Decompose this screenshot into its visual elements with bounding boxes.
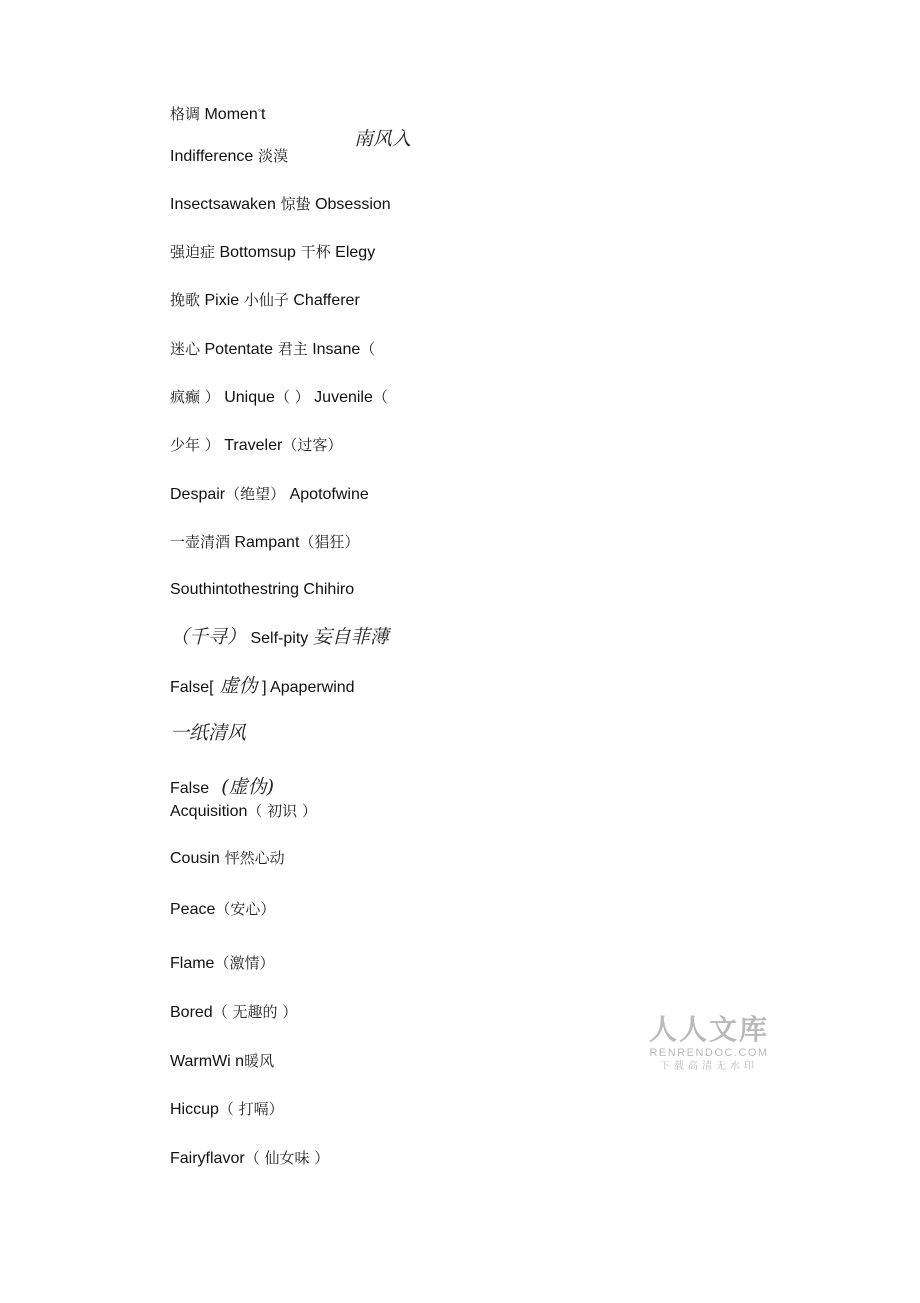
text-fragment: 一纸清风 — [170, 722, 247, 744]
text-fragment: Indifference — [170, 148, 254, 165]
text-fragment: Momen — [200, 106, 258, 123]
text-fragment: ] Apaperwind — [257, 679, 355, 696]
text-fragment: 妄自菲薄 — [312, 626, 389, 648]
text-line-21 — [170, 1050, 274, 1073]
text-fragment: Rampant — [230, 534, 300, 551]
text-fragment: Flame — [170, 955, 215, 972]
text-line-8 — [170, 434, 342, 457]
text-fragment: Insane — [307, 341, 361, 358]
text-fragment: Juvenile — [309, 389, 373, 406]
text-fragment: （ — [372, 388, 388, 406]
text-fragment: 疯癫 ） — [170, 388, 220, 406]
text-line-2 — [170, 145, 288, 168]
text-fragment: Unique — [219, 389, 275, 406]
text-fragment: 迷心 — [170, 340, 201, 358]
text-fragment: t — [261, 106, 266, 123]
text-fragment: Pixie — [200, 292, 240, 309]
text-fragment: （ 无趣的 ） — [212, 1003, 298, 1021]
text-fragment: Bored — [170, 1004, 213, 1021]
text-fragment: Apotofwine — [285, 486, 369, 503]
text-fragment: (虚伪) — [209, 776, 275, 798]
text-fragment: 强迫症 — [170, 243, 216, 261]
watermark-title: 人人文库 — [648, 1013, 769, 1046]
text-fragment: Hiccup — [170, 1101, 219, 1118]
text-fragment: Southintothestring Chihiro — [170, 581, 355, 598]
degree-mark: ◦ — [257, 105, 262, 115]
text-line-12 — [170, 626, 389, 650]
text-fragment: Bottomsup — [215, 244, 296, 261]
text-fragment: 少年 ） — [170, 436, 220, 454]
text-line-20 — [170, 1001, 297, 1024]
text-fragment: 暖风 — [244, 1052, 275, 1070]
text-fragment: 挽歌 — [170, 291, 201, 309]
text-fragment: （绝望） — [225, 485, 286, 503]
text-line-18 — [170, 898, 275, 921]
text-line-19 — [170, 952, 274, 975]
text-fragment: Insectsawaken — [170, 196, 276, 213]
text-fragment: Despair — [170, 486, 226, 503]
text-fragment: 一壶清酒 — [170, 533, 231, 551]
text-fragment: （ — [360, 340, 376, 358]
text-fragment: False — [170, 780, 210, 797]
text-fragment: （ 初识 ） — [247, 802, 317, 820]
text-fragment: （激情） — [214, 954, 275, 972]
text-fragment: 君主 — [272, 340, 308, 358]
text-line-1 — [170, 99, 265, 126]
text-line-17 — [170, 847, 285, 870]
floating-title: 南风入 — [354, 128, 412, 150]
text-fragment: 小仙子 — [239, 291, 289, 309]
text-fragment: （ 打嗝） — [218, 1100, 284, 1118]
text-fragment: Chafferer — [288, 292, 360, 309]
text-fragment: Elegy — [330, 244, 376, 261]
text-line-10 — [170, 531, 359, 554]
text-line-9 — [170, 483, 369, 506]
watermark-slogan: 下载高清无水印 — [660, 1061, 758, 1072]
text-line-5 — [170, 289, 360, 312]
text-fragment: Self-pity — [246, 630, 313, 647]
text-line-13 — [170, 675, 355, 699]
text-fragment: 干杯 — [295, 243, 331, 261]
text-line-7 — [170, 386, 388, 409]
text-line-3 — [170, 193, 391, 216]
text-fragment: 怦然心动 — [219, 849, 285, 867]
text-line-22 — [170, 1098, 284, 1121]
text-fragment: Cousin — [170, 850, 220, 867]
text-fragment: （猖狂） — [299, 533, 360, 551]
text-fragment: Acquisition — [170, 803, 248, 820]
text-fragment: 虚伪 — [213, 675, 258, 697]
text-fragment: （ 仙女味 ） — [244, 1149, 330, 1167]
text-fragment: False[ — [170, 679, 214, 696]
text-fragment: （ ） — [274, 388, 310, 406]
text-fragment: 格调 — [170, 105, 201, 123]
text-fragment: 惊蛰 — [275, 195, 311, 213]
text-line-11 — [170, 579, 354, 601]
text-fragment: （安心） — [215, 900, 276, 918]
text-line-15 — [170, 776, 274, 800]
text-fragment: 淡漠 — [253, 147, 289, 165]
text-line-23 — [170, 1147, 329, 1170]
text-fragment: （过客） — [282, 436, 343, 454]
text-line-16 — [170, 800, 317, 823]
text-line-4 — [170, 241, 375, 264]
text-fragment: Obsession — [310, 196, 391, 213]
text-fragment: （千寻） — [170, 626, 247, 648]
text-fragment: WarmWi n — [170, 1053, 245, 1070]
text-fragment: Peace — [170, 901, 216, 918]
text-fragment: Fairyflavor — [170, 1150, 245, 1167]
text-line-14 — [170, 722, 246, 746]
text-fragment: Potentate — [200, 341, 273, 358]
watermark-logo — [646, 1014, 772, 1074]
text-line-6 — [170, 338, 375, 361]
watermark-domain: RENRENDOC.COM — [649, 1047, 769, 1059]
text-fragment: Traveler — [219, 437, 283, 454]
